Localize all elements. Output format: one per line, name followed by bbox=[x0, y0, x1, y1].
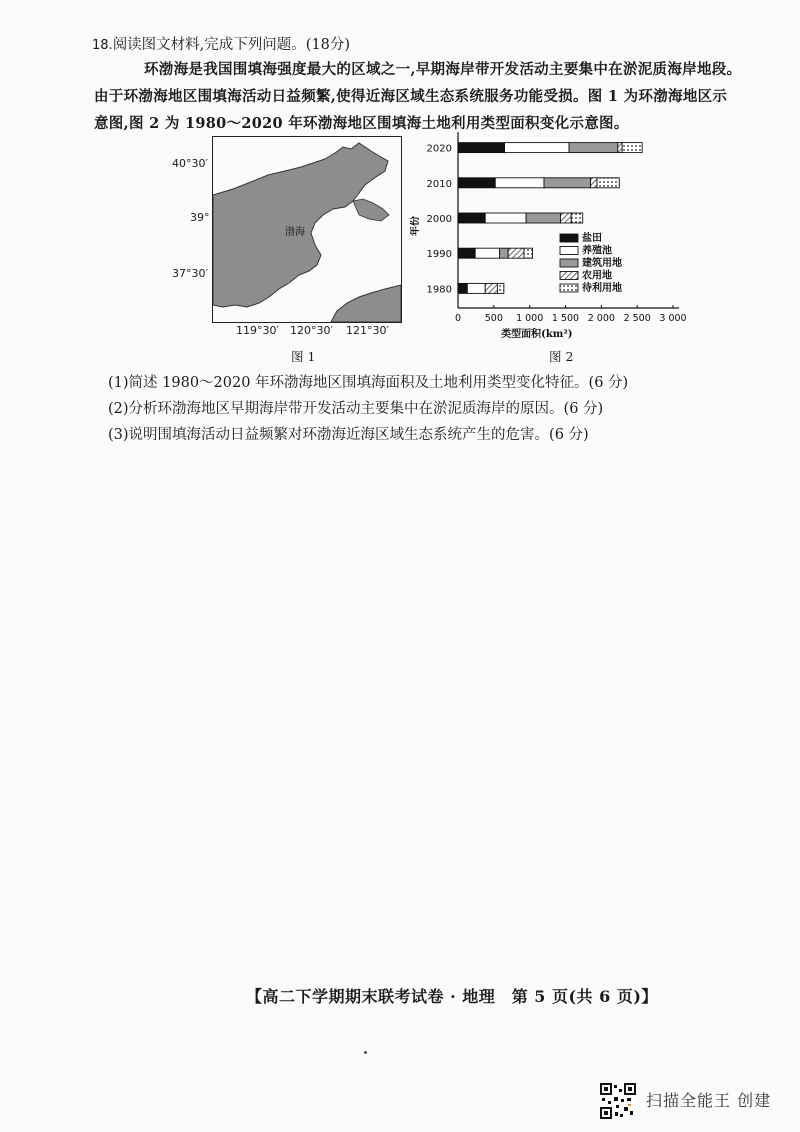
question-header bbox=[92, 33, 350, 54]
qr-code-icon bbox=[600, 1083, 636, 1119]
legend-label-1: 养殖池 bbox=[582, 245, 612, 257]
sea-label: 渤海 bbox=[285, 227, 305, 238]
legend-label-2: 建筑用地 bbox=[582, 258, 622, 269]
x-tick-label: 1 500 bbox=[551, 313, 580, 324]
legend-swatch-3 bbox=[560, 272, 578, 280]
bar-segment-2010-0 bbox=[458, 178, 495, 188]
material-paragraph bbox=[94, 56, 758, 137]
bohai-region bbox=[213, 143, 388, 307]
legend-swatch-1 bbox=[560, 247, 578, 255]
bar-segment-2010-3 bbox=[591, 178, 597, 188]
bar-segment-1990-0 bbox=[458, 248, 475, 258]
bar-segment-2010-1 bbox=[495, 178, 544, 188]
lon-label-2: 120°30′ bbox=[290, 324, 333, 337]
lat-label-1: 40°30′ bbox=[172, 157, 208, 170]
bar-segment-2020-3 bbox=[618, 143, 622, 153]
bar-segment-1990-3 bbox=[508, 248, 524, 258]
bar-segment-1980-4 bbox=[497, 283, 503, 293]
x-tick-label: 1 000 bbox=[516, 313, 544, 324]
x-tick-label: 0 bbox=[454, 313, 462, 324]
y-category-label: 2000 bbox=[426, 214, 452, 225]
bar-segment-1990-2 bbox=[500, 248, 509, 258]
bar-segment-2020-4 bbox=[622, 143, 642, 153]
bar-segment-1990-4 bbox=[524, 248, 533, 258]
page-footer: 【高二下学期期末联考试卷 · 地理 第 5 页(共 6 页)】 bbox=[246, 987, 658, 1006]
bar-segment-1980-1 bbox=[467, 283, 485, 293]
scanner-watermark: 扫描全能王 创建 bbox=[646, 1091, 772, 1110]
figure-1-caption: 图 1 bbox=[291, 349, 316, 364]
x-tick-label: 2 000 bbox=[587, 313, 615, 324]
bar-segment-2000-0 bbox=[458, 213, 485, 223]
bar-segment-2000-4 bbox=[571, 213, 582, 223]
legend-label-4: 待利用地 bbox=[582, 283, 622, 294]
subquestion-1: (1)简述 1980～2020 年环渤海地区围填海面积及土地利用类型变化特征。(6 分) bbox=[108, 375, 629, 391]
material-line-2: 由于环渤海地区围填海活动日益频繁,使得近海区域生态系统服务功能受损。图 1 为环渤海地区示 bbox=[94, 88, 728, 105]
legend-swatch-2 bbox=[560, 259, 578, 267]
bar-segment-2000-3 bbox=[560, 213, 571, 223]
subquestion-2: (2)分析环渤海地区早期海岸带开发活动主要集中在淤泥质海岸的原因。(6 分) bbox=[108, 401, 604, 417]
bar-segment-2020-1 bbox=[505, 143, 570, 153]
y-category-label: 1990 bbox=[426, 249, 452, 261]
bar-segment-1980-3 bbox=[485, 283, 497, 293]
bar-segment-2010-4 bbox=[597, 178, 619, 188]
y-category-label: 1980 bbox=[426, 284, 452, 296]
legend-label-3: 农用地 bbox=[582, 270, 612, 282]
shandong-peninsula bbox=[331, 285, 401, 322]
x-tick-label: 500 bbox=[484, 313, 503, 324]
stray-dot bbox=[364, 1051, 367, 1054]
bar-segment-1980-0 bbox=[458, 283, 467, 293]
peninsula-detail bbox=[353, 199, 389, 221]
map-svg bbox=[213, 137, 401, 322]
bar-segment-2020-2 bbox=[569, 143, 618, 153]
bohai-map bbox=[212, 136, 402, 323]
bar-segment-2020-0 bbox=[458, 143, 505, 153]
legend-swatch-4 bbox=[560, 284, 578, 292]
y-axis-label: 年份 bbox=[410, 216, 421, 236]
lat-label-3: 37°30′ bbox=[172, 267, 208, 280]
lon-label-1: 119°30′ bbox=[236, 324, 279, 337]
bar-segment-2000-1 bbox=[485, 213, 526, 223]
material-line-3: 意图,图 2 为 1980～2020 年环渤海地区围填海土地利用类型面积变化示意图。 bbox=[94, 115, 629, 132]
legend-label-0: 盐田 bbox=[582, 233, 602, 244]
bar-segment-2010-2 bbox=[544, 178, 591, 188]
lat-label-2: 39° bbox=[190, 211, 210, 224]
x-tick-label: 2 500 bbox=[623, 313, 651, 324]
lon-label-3: 121°30′ bbox=[346, 324, 389, 337]
x-axis-label: 类型面积(km²) bbox=[501, 329, 573, 340]
y-category-label: 2020 bbox=[426, 143, 452, 155]
bar-segment-2000-2 bbox=[526, 213, 560, 223]
question-number: 18. bbox=[92, 38, 113, 53]
subquestions bbox=[108, 370, 628, 448]
subquestion-3: (3)说明围填海活动日益频繁对环渤海近海区域生态系统产生的危害。(6 分) bbox=[108, 427, 589, 443]
legend-swatch-0 bbox=[560, 234, 578, 242]
y-category-label: 2010 bbox=[426, 178, 452, 190]
figure-2-caption: 图 2 bbox=[549, 349, 574, 364]
question-prompt: 阅读图文材料,完成下列问题。(18分) bbox=[112, 37, 351, 53]
x-tick-label: 3 000 bbox=[659, 313, 687, 324]
land-use-chart bbox=[410, 128, 700, 343]
bar-segment-1990-1 bbox=[475, 248, 499, 258]
material-line-1: 环渤海是我国围填海强度最大的区域之一,早期海岸带开发活动主要集中在淤泥质海岸地段。 bbox=[144, 61, 742, 78]
